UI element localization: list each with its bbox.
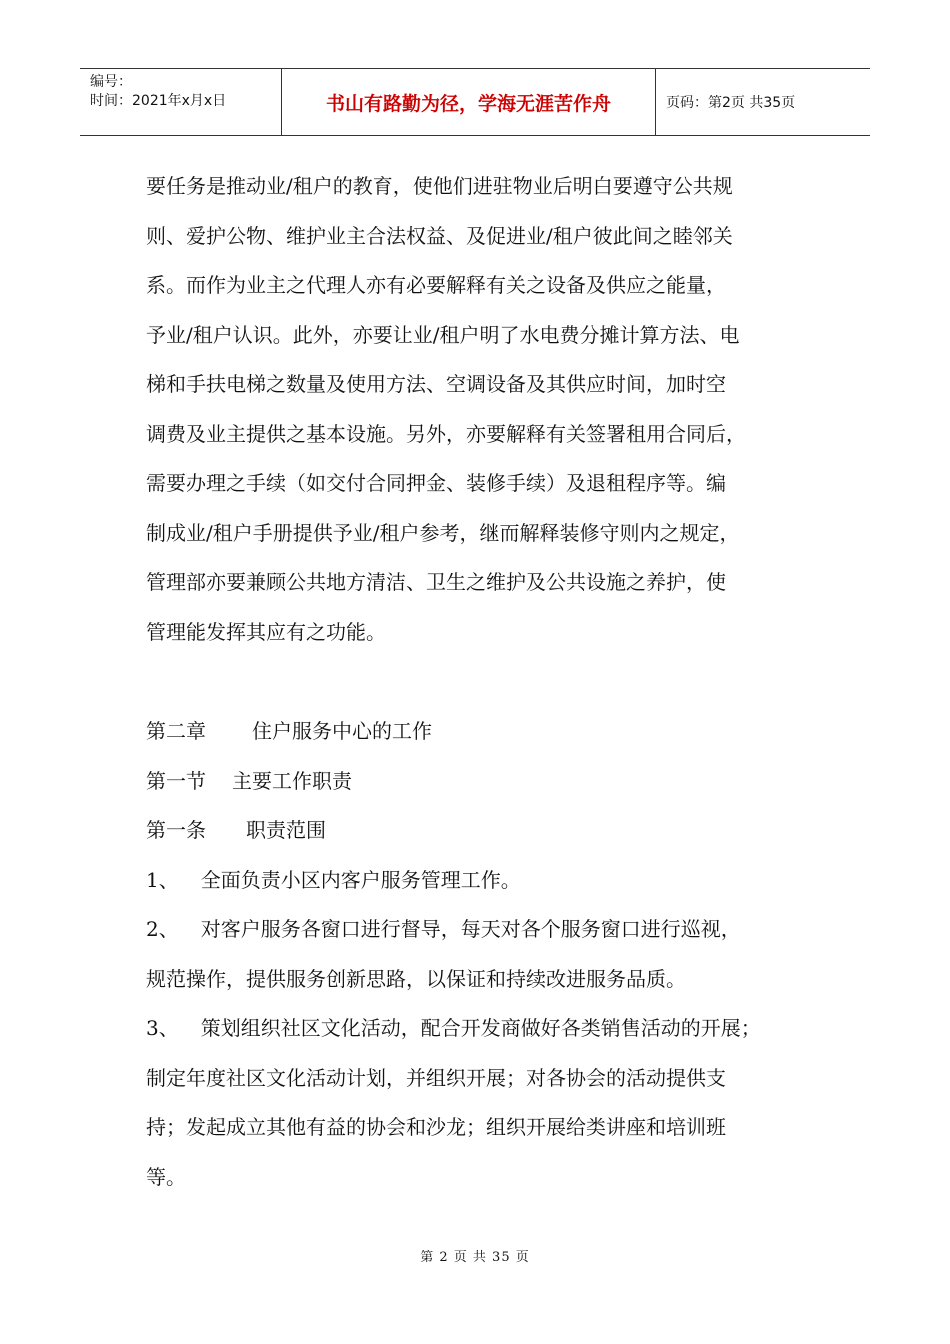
article-heading [146, 806, 822, 856]
section-heading [146, 757, 822, 807]
page-header [80, 68, 870, 136]
chapter-label: 第二章 [146, 719, 206, 743]
header-page-info: 页码：第2页 共35页 [666, 95, 796, 111]
spacer [146, 657, 822, 707]
section-label: 第一节 [146, 768, 206, 793]
item-text: 对客户服务各窗口进行督导，每天对各个服务窗口进行巡视， [200, 917, 741, 941]
chapter-heading [146, 707, 822, 757]
section-title: 主要工作职责 [232, 768, 352, 793]
paragraph-line: 制成业/租户手册提供予业/租户参考，继而解释装修守则内之规定， [146, 520, 740, 545]
article-label: 第一条 [146, 818, 206, 842]
time-label: 时间：2021年x月x日 [90, 93, 227, 109]
document-body [146, 162, 822, 1202]
item-number: 2、 [146, 917, 179, 941]
header-motto: 书山有路勤为径，学海无涯苦作舟 [282, 69, 656, 135]
code-label: 编号： [90, 74, 132, 90]
list-item [146, 1004, 822, 1054]
paragraph-line: 管理能发挥其应有之功能。 [146, 619, 386, 644]
item-text: 策划组织社区文化活动，配合开发商做好各类销售活动的开展； [200, 1016, 761, 1040]
paragraph-line: 梯和手扶电梯之数量及使用方法、空调设备及其供应时间，加时空 [146, 372, 726, 396]
paragraph-line: 要任务是推动业/租户的教育，使他们进驻物业后明白要遵守公共规 [146, 174, 733, 198]
item-continuation: 规范操作，提供服务创新思路，以保证和持续改进服务品质。 [146, 966, 686, 991]
paragraph-line: 管理部亦要兼顾公共地方清洁、卫生之维护及公共设施之养护，使 [146, 570, 726, 594]
article-title: 职责范围 [246, 818, 326, 842]
list-item [146, 856, 822, 906]
paragraph-line: 予业/租户认识。此外，亦要让业/租户明了水电费分摊计算方法、电 [146, 322, 740, 347]
item-continuation: 等。 [146, 1164, 186, 1189]
paragraph-line: 系。而作为业主之代理人亦有必要解释有关之设备及供应之能量， [146, 273, 726, 297]
item-number: 3、 [146, 1016, 179, 1040]
paragraph-line: 调费及业主提供之基本设施。另外，亦要解释有关签署租用合同后， [146, 421, 746, 446]
list-item [146, 905, 822, 955]
paragraph-line: 则、爱护公物、维护业主合法权益、及促进业/租户彼此间之睦邻关 [146, 223, 733, 248]
item-number: 1、 [146, 867, 179, 892]
item-continuation: 持；发起成立其他有益的协会和沙龙；组织开展给类讲座和培训班 [146, 1115, 726, 1139]
header-meta [80, 69, 282, 135]
item-text: 全面负责小区内客户服务管理工作。 [200, 867, 521, 892]
paragraph-line: 需要办理之手续（如交付合同押金、装修手续）及退租程序等。编 [146, 471, 726, 495]
page-footer: 第 2 页 共 35 页 [420, 1250, 530, 1265]
item-continuation: 制定年度社区文化活动计划，并组织开展；对各协会的活动提供支 [146, 1065, 726, 1090]
chapter-title: 住户服务中心的工作 [252, 719, 432, 743]
